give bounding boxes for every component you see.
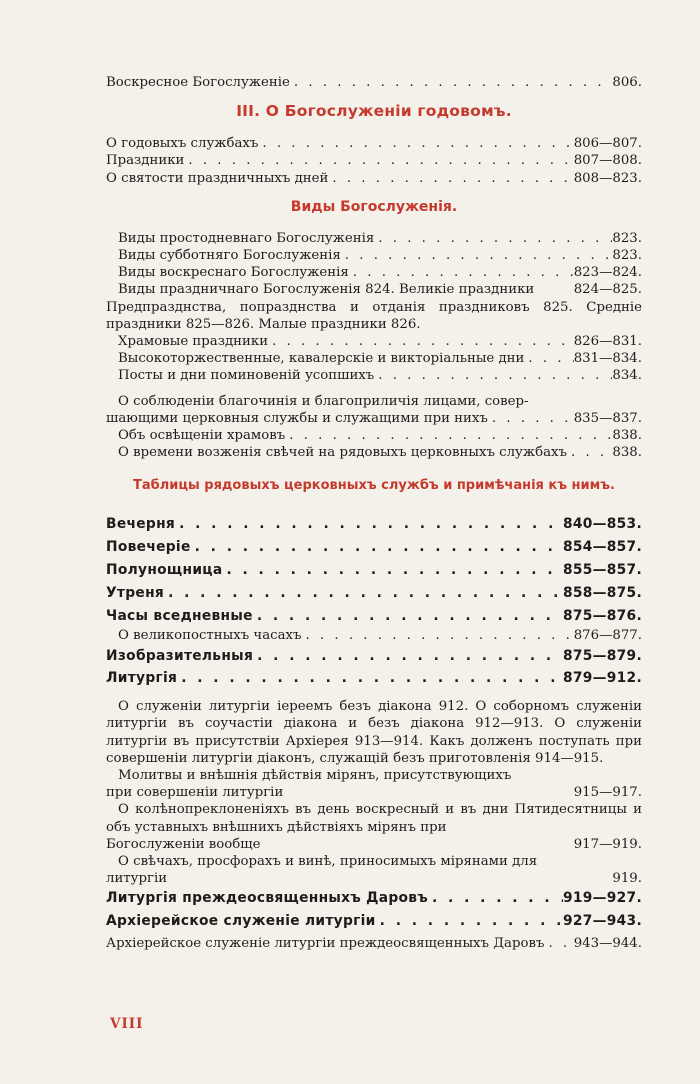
page-number: VIII: [110, 1016, 144, 1032]
toc-entry: [106, 627, 642, 644]
entry-title: Виды воскреснаго Богослуженія: [118, 265, 349, 281]
entry-title: Высокоторжественные, кавалерскіе и викторіальные дни: [118, 351, 525, 367]
prayers-paragraph-end: [106, 784, 642, 801]
toc-entry: [106, 367, 642, 384]
entry-page: 858—875.: [562, 584, 642, 601]
prayers-paragraph: Молитвы и внѣшнія дѣйствія мірянъ, присутствующихъ: [118, 768, 512, 784]
dot-leader: [290, 74, 613, 91]
toc-entry-bold: [106, 667, 642, 690]
toc-entry-bold: [106, 582, 642, 605]
entry-title: О годовыхъ службахъ: [106, 136, 259, 152]
toc-entry: [106, 933, 642, 956]
toc-entry: [106, 444, 642, 461]
toc-entry-bold: [106, 605, 642, 628]
toc-entry-decorum: [106, 410, 642, 427]
section-heading-tables: Таблицы рядовыхъ церковныхъ службъ и примѣчанія къ нимъ.: [133, 478, 615, 494]
entry-page: 835—837.: [573, 410, 642, 426]
entry-page: 806—807.: [573, 136, 642, 152]
paragraph-text: литургіи: [106, 871, 168, 887]
entry-page: 807—808.: [573, 153, 642, 169]
entry-page: 826—831.: [573, 334, 642, 350]
dot-leader: [177, 667, 563, 690]
entry-page: 838.: [612, 445, 642, 461]
entry-title: шающими церковныя службы и служащими при нихъ: [106, 410, 488, 426]
entry-page: 879—912.: [562, 670, 642, 687]
entry-title: Изобразительныя: [106, 647, 254, 664]
dot-leader: [184, 152, 573, 169]
dot-leader: [175, 513, 563, 536]
dot-leader: [341, 247, 613, 264]
entry-page: 919—927.: [562, 890, 642, 907]
dot-leader: [374, 367, 612, 384]
paragraph-page: 919.: [612, 871, 642, 887]
dot-leader: [544, 933, 573, 956]
entry-title: Воскресное Богослуженіе: [106, 75, 290, 90]
entry-page: 943—944.: [573, 936, 642, 952]
dot-leader: [567, 444, 612, 461]
entry-page: 838.: [612, 428, 642, 444]
entry-page: 927—943.: [562, 913, 642, 930]
toc-entry-bold: [106, 910, 642, 933]
toc-entry: [106, 350, 642, 367]
toc-entry-bold: [106, 513, 642, 536]
entry-title: О времени возженія свѣчей на рядовыхъ церковныхъ службахъ: [118, 445, 568, 461]
entry-title: Посты и дни поминовеній усопшихъ: [118, 368, 375, 384]
entry-page: 840—853.: [562, 516, 642, 533]
dot-leader: [268, 333, 574, 350]
toc-entry-bold: [106, 536, 642, 559]
dot-leader: [328, 170, 573, 187]
dot-leader: [349, 264, 574, 281]
toc-entry-sunday-service: [106, 74, 642, 91]
entry-title: Полунощница: [106, 562, 223, 579]
candles-paragraph-end: [106, 870, 642, 887]
entry-page: 808—823.: [573, 170, 642, 186]
entry-title: Виды праздничнаго Богослуженія 824. Великіе праздники: [118, 282, 535, 298]
paragraph-text: О служеніи литургіи іереемъ безъ діакона 912. О соборномъ служеніи литургіи въ соучастіи діакона и безъ діакона 912—913. О служеніи литургіи въ присутствіи Архіерея 913—914. Какъ долженъ поступать при совершеніи литургіи діаконъ, служащій безъ приготовленія: [106, 699, 642, 766]
entry-title: Праздники: [106, 153, 185, 169]
paragraph-page: 914—915.: [535, 750, 604, 766]
dot-leader: [428, 887, 563, 910]
section-heading-service-kinds: Виды Богослуженія.: [290, 198, 458, 215]
paragraph-text: Богослуженіи вообще: [106, 836, 261, 852]
toc-entry-feast-services: [106, 281, 642, 298]
dot-leader: [285, 427, 612, 444]
table-of-contents: [106, 74, 642, 956]
section-heading-yearly-service: III. О Богослуженіи годовомъ.: [236, 102, 512, 121]
entry-page: 854—857.: [562, 539, 642, 556]
entry-page: 823.: [612, 248, 642, 264]
entry-title: Объ освѣщеніи храмовъ: [118, 428, 286, 444]
entry-page: 806.: [612, 75, 642, 90]
kneeling-paragraph-end: [106, 836, 642, 853]
dot-leader: [222, 559, 563, 582]
entry-title: Архіерейское служеніе литургіи преждеосвященныхъ Даровъ: [106, 936, 545, 952]
paragraph-page: 915—917.: [573, 785, 642, 801]
entry-page: 876—877.: [573, 628, 642, 644]
toc-entry: [106, 333, 642, 350]
paragraph-page: 917—919.: [573, 836, 642, 852]
dot-leader: [164, 582, 563, 605]
liturgy-notes-paragraph: [106, 698, 642, 767]
entry-page: 823—824.: [573, 265, 642, 281]
toc-entry-bold: [106, 887, 642, 910]
entry-page: 834.: [612, 368, 642, 384]
dot-leader: [258, 135, 573, 152]
entry-title: Литургія: [106, 670, 178, 687]
feast-continuation: Предпразднства, попразднства и отданія праздниковъ 825. Средніе праздники 825—826. Малые праздники 826.: [106, 299, 642, 332]
toc-entry: [106, 247, 642, 264]
entry-title: Литургія преждеосвященныхъ Даровъ: [106, 890, 429, 907]
entry-page: 824—825.: [573, 282, 642, 298]
paragraph-text: при совершеніи литургіи: [106, 785, 284, 801]
dot-leader: [253, 645, 563, 668]
dot-leader: [301, 627, 573, 644]
dot-leader: [488, 410, 574, 427]
dot-leader: [374, 230, 612, 247]
entry-page: 823.: [612, 230, 642, 246]
toc-entry: [106, 135, 642, 152]
entry-title: Вечерня: [106, 516, 176, 533]
entry-title: Часы вседневные: [106, 607, 253, 624]
entry-title: Виды субботняго Богослуженія: [118, 248, 341, 264]
entry-page: 831—834.: [573, 351, 642, 367]
kneeling-paragraph: О колѣнопреклоненіяхъ въ день воскресный и въ дни Пятидесятницы и объ уставныхъ внѣшнихъ дѣйствіяхъ мірянъ при: [106, 802, 642, 835]
entry-title: Архіерейское служеніе литургіи: [106, 913, 376, 930]
entry-page: 855—857.: [562, 562, 642, 579]
entry-title: Повечеріе: [106, 539, 191, 556]
toc-entry: [106, 152, 642, 169]
entry-title: О святости праздничныхъ дней: [106, 170, 329, 186]
entry-title: Виды простодневнаго Богослуженія: [118, 230, 375, 246]
toc-entry: [106, 230, 642, 247]
toc-entry-bold: [106, 559, 642, 582]
toc-entry: [106, 170, 642, 187]
entry-title: Храмовые праздники: [118, 334, 269, 350]
entry-title: О великопостныхъ часахъ: [118, 628, 302, 644]
dot-leader: [524, 350, 573, 367]
toc-entry-bold: [106, 645, 642, 668]
entry-title: Утреня: [106, 584, 165, 601]
entry-page: 875—879.: [562, 647, 642, 664]
dot-leader: [191, 536, 563, 559]
dot-leader: [253, 605, 563, 628]
decorum-line-1: О соблюденіи благочинія и благоприличія лицами, совер-: [118, 393, 529, 409]
toc-entry: [106, 427, 642, 444]
dot-leader: [376, 910, 563, 933]
toc-entry: [106, 264, 642, 281]
candles-paragraph: О свѣчахъ, просфорахъ и винѣ, приносимыхъ мірянами для: [118, 854, 538, 870]
entry-page: 875—876.: [562, 607, 642, 624]
